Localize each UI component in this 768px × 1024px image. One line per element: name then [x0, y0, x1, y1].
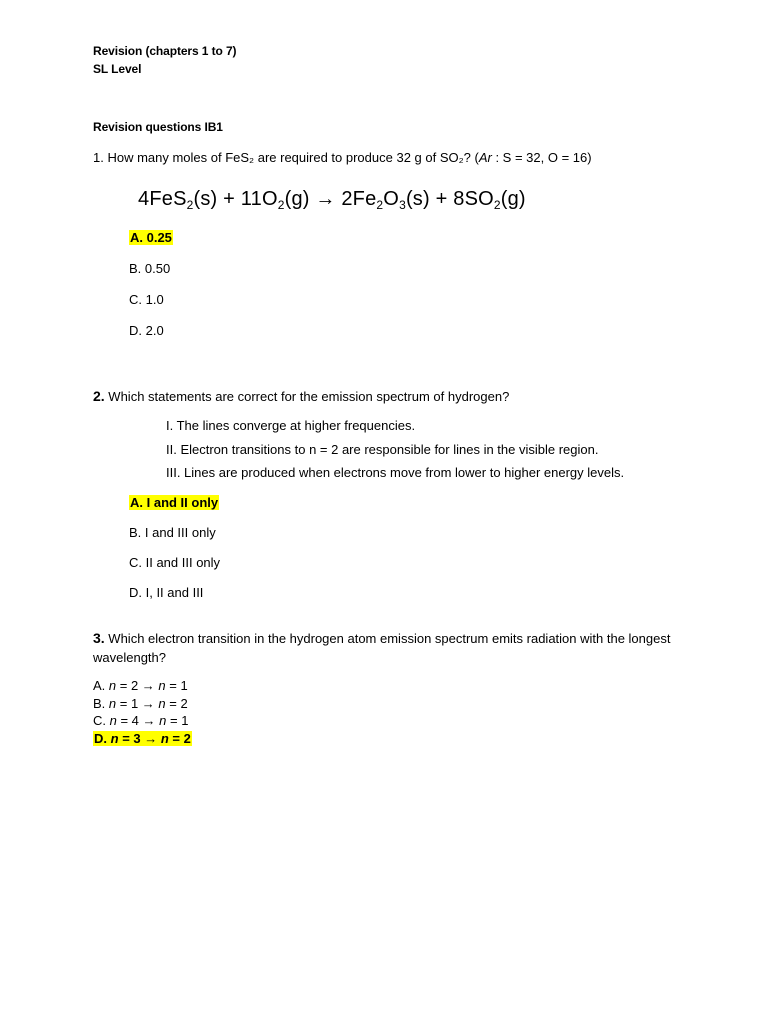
option-value: = 2	[165, 696, 188, 711]
option-value: = 1	[166, 713, 189, 728]
question-2-body: Which statements are correct for the emission spectrum of hydrogen?	[104, 389, 510, 404]
question-1-text-b: : S = 32, O = 16)	[491, 150, 592, 165]
answer-highlight: A. 0.25	[130, 230, 172, 245]
question-3-text	[93, 629, 693, 667]
answer-highlight: A. I and II only	[130, 495, 219, 510]
n-symbol: n	[160, 731, 169, 746]
question-1-option-c: C. 1.0	[129, 292, 164, 307]
option-value: = 3 →	[118, 731, 161, 746]
option-value: = 1 →	[116, 696, 159, 711]
n-symbol: n	[159, 713, 167, 728]
question-1-text-a: 1. How many moles of FeS₂ are required to produce 32 g of SO₂? (	[93, 150, 479, 165]
question-2-option-b: B. I and III only	[129, 525, 216, 540]
option-value: = 4 →	[116, 713, 160, 728]
document-level: SL Level	[93, 62, 142, 76]
question-1-option-b: B. 0.50	[129, 261, 171, 276]
eq-part: O	[383, 188, 400, 210]
question-3-number: 3.	[93, 630, 105, 646]
eq-part: (s) + 8SO	[405, 188, 494, 210]
eq-sub: 2	[277, 198, 285, 212]
option-value: = 2 →	[116, 678, 159, 693]
question-2-text	[93, 388, 509, 404]
eq-sub: 2	[376, 198, 384, 212]
answer-highlight	[93, 731, 192, 746]
question-3-option-c	[93, 713, 188, 728]
n-symbol: n	[108, 696, 117, 711]
eq-sub: 3	[399, 198, 406, 212]
question-1-option-d: D. 2.0	[129, 323, 164, 338]
question-2-option-c: C. II and III only	[129, 555, 221, 570]
question-1-ar: Ar	[478, 150, 492, 165]
statement-1: I. The lines converge at higher frequencies.	[166, 418, 416, 433]
eq-part: 4FeS	[138, 188, 187, 210]
question-1-text	[93, 150, 592, 165]
n-symbol: n	[158, 678, 166, 693]
n-symbol: n	[110, 731, 119, 746]
eq-part: (g)	[500, 188, 526, 210]
n-symbol: n	[109, 713, 117, 728]
eq-part: (g) → 2Fe	[284, 188, 377, 210]
document-title: Revision (chapters 1 to 7)	[93, 44, 237, 58]
option-letter: A.	[93, 678, 109, 693]
chemical-equation	[138, 188, 526, 211]
n-symbol: n	[158, 696, 166, 711]
question-3-body: Which electron transition in the hydrogen atom emission spectrum emits radiation with the longest wavelength?	[93, 631, 671, 665]
question-3-option-d	[93, 731, 192, 746]
question-3-option-b	[93, 696, 188, 711]
option-value: = 1	[165, 678, 188, 693]
eq-sub: 2	[186, 198, 194, 212]
option-letter: C.	[93, 713, 110, 728]
eq-part: (s) + 11O	[193, 188, 278, 210]
question-2-option-a	[129, 495, 219, 510]
eq-sub: 2	[493, 198, 501, 212]
option-letter: D.	[94, 731, 111, 746]
question-2-number: 2.	[93, 388, 105, 404]
question-1-option-a	[129, 230, 173, 245]
statement-2: II. Electron transitions to n = 2 are responsible for lines in the visible region.	[166, 442, 599, 457]
option-letter: B.	[93, 696, 109, 711]
question-2-option-d: D. I, II and III	[129, 585, 204, 600]
section-heading: Revision questions IB1	[93, 120, 223, 134]
option-value: = 2	[168, 731, 191, 746]
n-symbol: n	[108, 678, 117, 693]
statement-3: III. Lines are produced when electrons move from lower to higher energy levels.	[166, 465, 625, 480]
question-3-option-a	[93, 678, 188, 693]
